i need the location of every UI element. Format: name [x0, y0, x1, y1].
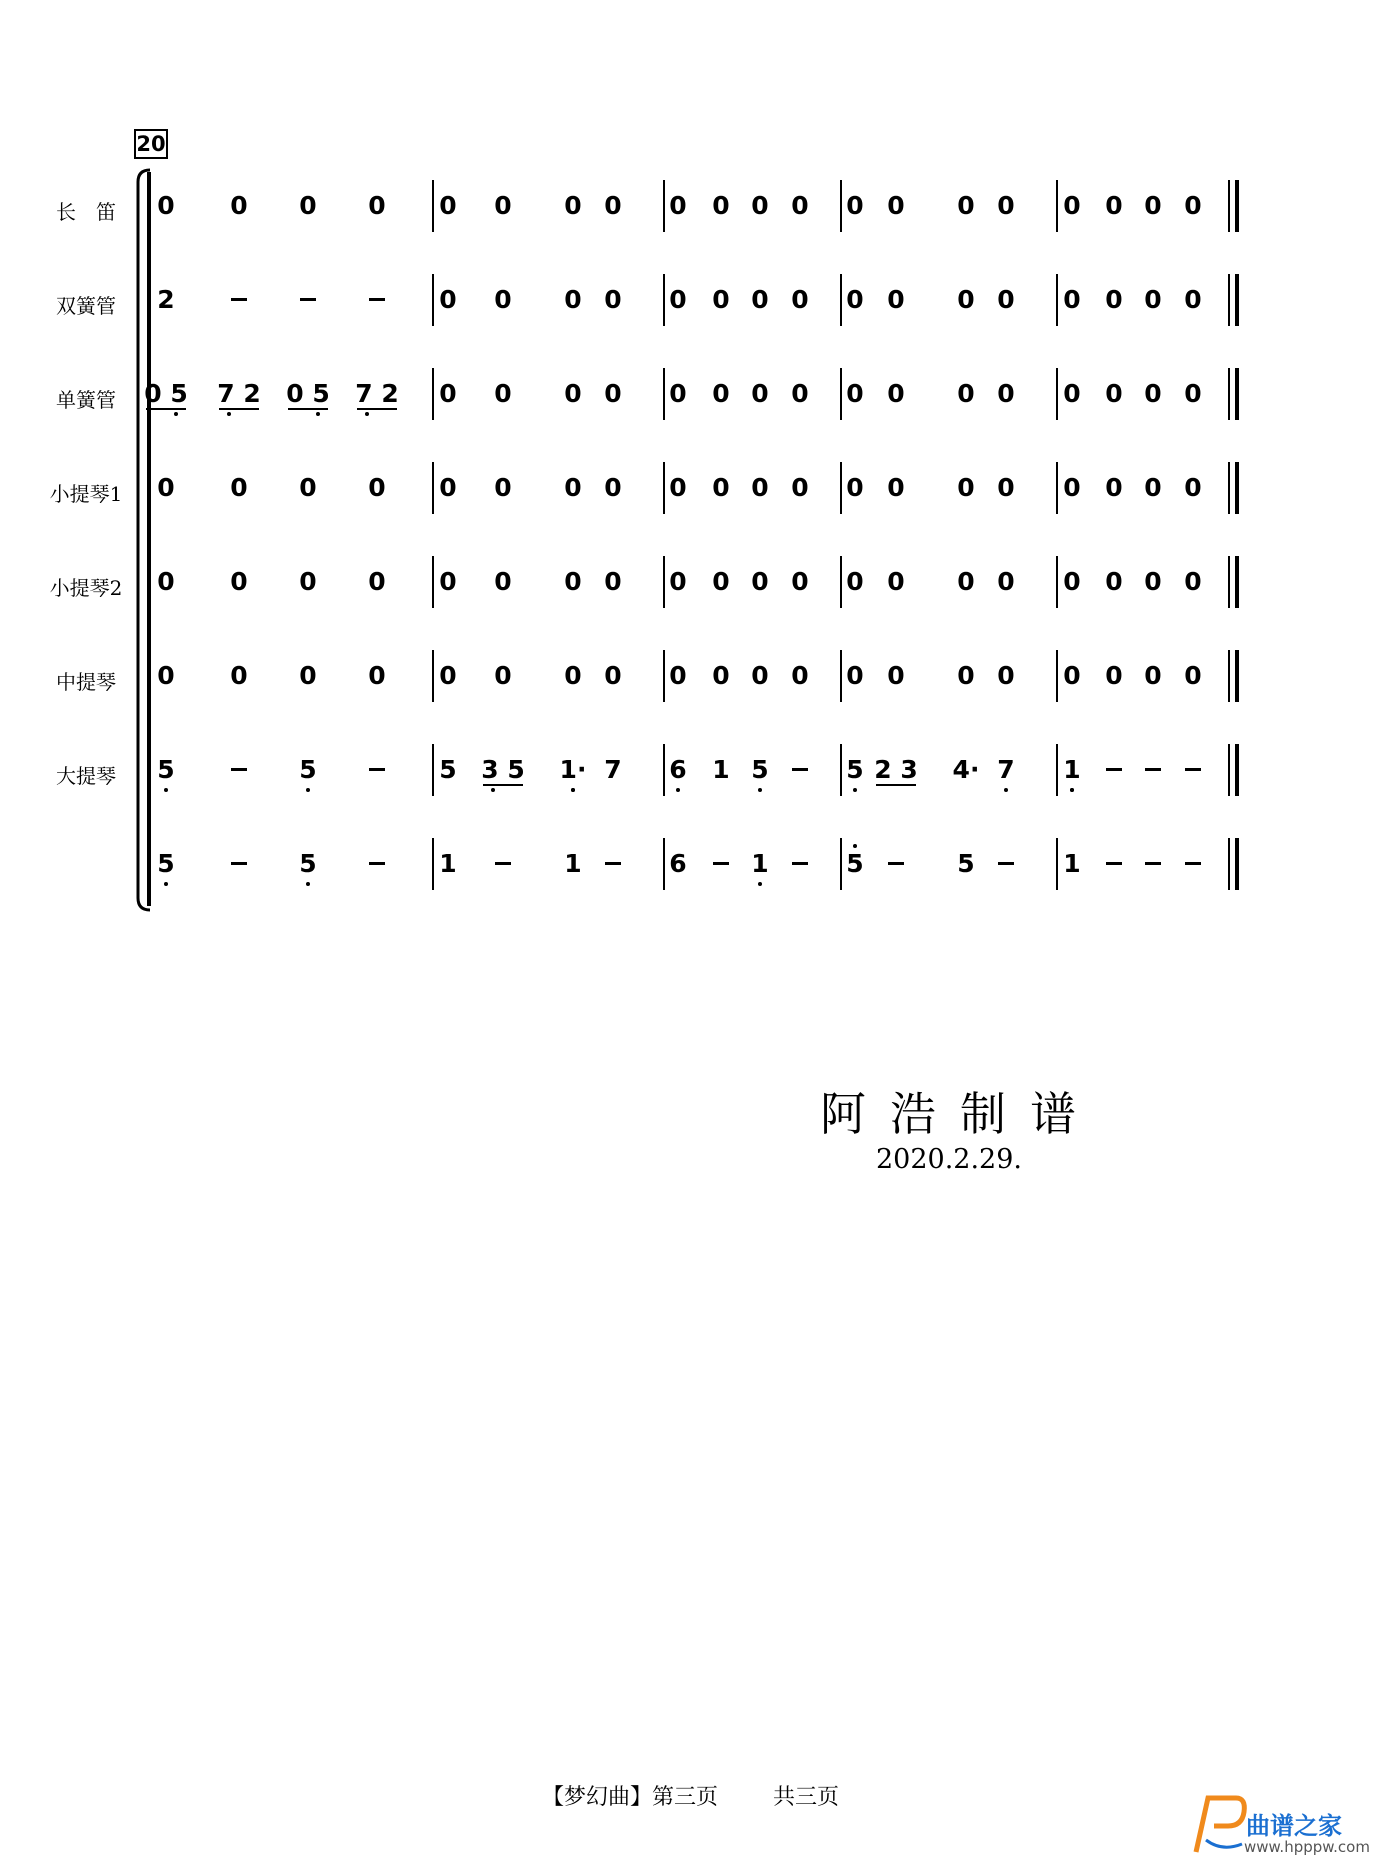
dash-bass-21	[1106, 862, 1122, 865]
barline-flute-0	[432, 180, 434, 232]
site-logo-text: 曲谱之家	[1246, 1812, 1342, 1840]
staff-label-violin2: 小提琴2	[49, 576, 123, 600]
barline-viola-0	[432, 650, 434, 702]
note-clarinet-12: 0	[751, 379, 769, 408]
note-flute-0: 0	[157, 191, 175, 220]
note-clarinet-23: 0	[1184, 379, 1202, 408]
note-violin1-16: 0	[887, 473, 905, 502]
barline-viola-2	[840, 650, 842, 702]
note-violin2-11: 0	[712, 567, 730, 596]
barline-clarinet-3	[1056, 368, 1058, 420]
note-cello-11: 1	[712, 755, 730, 784]
note-clarinet-17: 0	[957, 379, 975, 408]
final-barline-thin-violin1	[1228, 462, 1230, 514]
dash-cello-1	[231, 768, 247, 771]
final-barline-thin-clarinet	[1228, 368, 1230, 420]
note-flute-6: 0	[494, 191, 512, 220]
barline-oboe-2	[840, 274, 842, 326]
note-violin1-22: 0	[1144, 473, 1162, 502]
note-violin2-7: 0	[564, 567, 582, 596]
note-oboe-15: 0	[846, 285, 864, 314]
note-oboe-7: 0	[564, 285, 582, 314]
low-octave-dot	[491, 788, 495, 792]
note-violin2-16: 0	[887, 567, 905, 596]
note-viola-1: 0	[230, 661, 248, 690]
barline-bass-0	[432, 838, 434, 890]
note-oboe-20: 0	[1063, 285, 1081, 314]
note-viola-11: 0	[712, 661, 730, 690]
low-octave-dot	[1070, 788, 1074, 792]
note-violin1-20: 0	[1063, 473, 1081, 502]
note-oboe-10: 0	[669, 285, 687, 314]
dash-bass-22	[1145, 862, 1161, 865]
note-viola-23: 0	[1184, 661, 1202, 690]
note-violin2-21: 0	[1105, 567, 1123, 596]
beam-cello-16	[876, 784, 916, 786]
note-violin1-3: 0	[368, 473, 386, 502]
note-bass-0: 5	[157, 849, 175, 878]
note-flute-10: 0	[669, 191, 687, 220]
note-oboe-8: 0	[604, 285, 622, 314]
staff-label-viola: 中提琴	[56, 670, 116, 694]
staff-label-violin1: 小提琴1	[49, 482, 123, 506]
note-flute-13: 0	[791, 191, 809, 220]
barline-bass-2	[840, 838, 842, 890]
note-clarinet-11: 0	[712, 379, 730, 408]
note-violin2-12: 0	[751, 567, 769, 596]
note-clarinet-2: 0 5	[286, 379, 330, 408]
note-flute-11: 0	[712, 191, 730, 220]
note-cello-20: 1	[1063, 755, 1081, 784]
note-oboe-22: 0	[1144, 285, 1162, 314]
note-clarinet-8: 0	[604, 379, 622, 408]
site-logo-url: www.hpppw.com	[1244, 1838, 1370, 1856]
barline-flute-2	[840, 180, 842, 232]
barline-cello-0	[432, 744, 434, 796]
note-viola-15: 0	[846, 661, 864, 690]
note-violin2-8: 0	[604, 567, 622, 596]
dash-cello-23	[1185, 768, 1201, 771]
note-violin2-6: 0	[494, 567, 512, 596]
note-violin2-1: 0	[230, 567, 248, 596]
barline-clarinet-0	[432, 368, 434, 420]
beam-clarinet-0	[146, 408, 186, 410]
note-cello-10: 6	[669, 755, 687, 784]
note-viola-7: 0	[564, 661, 582, 690]
note-viola-5: 0	[439, 661, 457, 690]
beam-clarinet-3	[357, 408, 397, 410]
note-bass-15: 5	[846, 849, 864, 878]
dash-bass-8	[605, 862, 621, 865]
barline-bass-3	[1056, 838, 1058, 890]
note-viola-21: 0	[1105, 661, 1123, 690]
note-cello-8: 7	[604, 755, 622, 784]
final-barline-thick-cello	[1235, 744, 1239, 796]
dash-bass-18	[998, 862, 1014, 865]
barline-violin1-2	[840, 462, 842, 514]
note-violin1-21: 0	[1105, 473, 1123, 502]
final-barline-thin-viola	[1228, 650, 1230, 702]
barline-flute-3	[1056, 180, 1058, 232]
low-octave-dot	[164, 882, 168, 886]
note-oboe-18: 0	[997, 285, 1015, 314]
note-flute-16: 0	[887, 191, 905, 220]
note-cello-5: 5	[439, 755, 457, 784]
note-flute-8: 0	[604, 191, 622, 220]
note-violin1-8: 0	[604, 473, 622, 502]
barline-oboe-3	[1056, 274, 1058, 326]
note-viola-2: 0	[299, 661, 317, 690]
note-clarinet-6: 0	[494, 379, 512, 408]
note-violin1-15: 0	[846, 473, 864, 502]
note-violin1-6: 0	[494, 473, 512, 502]
note-cello-16: 2 3	[874, 755, 918, 784]
note-bass-7: 1	[564, 849, 582, 878]
beam-cello-6	[483, 784, 523, 786]
barline-cello-3	[1056, 744, 1058, 796]
final-barline-thick-viola	[1235, 650, 1239, 702]
note-flute-20: 0	[1063, 191, 1081, 220]
note-cello-17: 4·	[952, 755, 980, 784]
note-flute-22: 0	[1144, 191, 1162, 220]
note-cello-18: 7	[997, 755, 1015, 784]
note-flute-17: 0	[957, 191, 975, 220]
note-violin2-23: 0	[1184, 567, 1202, 596]
note-violin2-22: 0	[1144, 567, 1162, 596]
note-bass-20: 1	[1063, 849, 1081, 878]
note-cello-0: 5	[157, 755, 175, 784]
system-barline	[147, 172, 151, 906]
barline-cello-2	[840, 744, 842, 796]
dash-cello-3	[369, 768, 385, 771]
dash-bass-6	[495, 862, 511, 865]
note-oboe-0: 2	[157, 285, 175, 314]
low-octave-dot	[1070, 788, 1074, 792]
barline-clarinet-2	[840, 368, 842, 420]
final-barline-thick-clarinet	[1235, 368, 1239, 420]
barline-flute-1	[663, 180, 665, 232]
barline-bass-1	[663, 838, 665, 890]
low-octave-dot	[758, 788, 762, 792]
page-footer	[0, 1780, 1381, 1811]
note-oboe-21: 0	[1105, 285, 1123, 314]
note-oboe-5: 0	[439, 285, 457, 314]
note-clarinet-10: 0	[669, 379, 687, 408]
barline-violin2-0	[432, 556, 434, 608]
note-violin1-5: 0	[439, 473, 457, 502]
beam-clarinet-1	[219, 408, 259, 410]
dash-oboe-1	[231, 298, 247, 301]
final-barline-thin-violin2	[1228, 556, 1230, 608]
final-barline-thin-cello	[1228, 744, 1230, 796]
note-cello-12: 5	[751, 755, 769, 784]
note-violin2-17: 0	[957, 567, 975, 596]
low-octave-dot	[316, 412, 320, 416]
footer-total-pages: 共三页	[773, 1785, 840, 1810]
note-violin2-3: 0	[368, 567, 386, 596]
low-octave-dot	[164, 788, 168, 792]
dash-cello-13	[792, 768, 808, 771]
note-cello-2: 5	[299, 755, 317, 784]
note-viola-12: 0	[751, 661, 769, 690]
barline-violin1-0	[432, 462, 434, 514]
note-cello-7: 1·	[559, 755, 587, 784]
note-violin2-2: 0	[299, 567, 317, 596]
barline-violin1-3	[1056, 462, 1058, 514]
high-octave-dot	[853, 844, 857, 848]
note-clarinet-20: 0	[1063, 379, 1081, 408]
note-flute-2: 0	[299, 191, 317, 220]
barline-cello-1	[663, 744, 665, 796]
low-octave-dot	[853, 788, 857, 792]
final-barline-thick-flute	[1235, 180, 1239, 232]
low-octave-dot	[306, 882, 310, 886]
note-violin1-2: 0	[299, 473, 317, 502]
note-clarinet-15: 0	[846, 379, 864, 408]
note-clarinet-1: 7 2	[217, 379, 261, 408]
note-violin1-18: 0	[997, 473, 1015, 502]
note-viola-3: 0	[368, 661, 386, 690]
dash-oboe-2	[300, 298, 316, 301]
note-flute-1: 0	[230, 191, 248, 220]
barline-violin1-1	[663, 462, 665, 514]
note-flute-23: 0	[1184, 191, 1202, 220]
staff-label-oboe: 双簧管	[56, 294, 116, 318]
dash-bass-11	[713, 862, 729, 865]
final-barline-thick-oboe	[1235, 274, 1239, 326]
note-violin1-13: 0	[791, 473, 809, 502]
low-octave-dot	[571, 788, 575, 792]
note-viola-16: 0	[887, 661, 905, 690]
dash-bass-1	[231, 862, 247, 865]
note-oboe-23: 0	[1184, 285, 1202, 314]
low-octave-dot	[758, 882, 762, 886]
note-flute-12: 0	[751, 191, 769, 220]
note-bass-12: 1	[751, 849, 769, 878]
note-oboe-6: 0	[494, 285, 512, 314]
low-octave-dot	[365, 412, 369, 416]
note-violin2-13: 0	[791, 567, 809, 596]
note-flute-15: 0	[846, 191, 864, 220]
barline-violin2-3	[1056, 556, 1058, 608]
note-viola-13: 0	[791, 661, 809, 690]
note-viola-20: 0	[1063, 661, 1081, 690]
note-violin1-1: 0	[230, 473, 248, 502]
low-octave-dot	[571, 788, 575, 792]
note-violin1-7: 0	[564, 473, 582, 502]
arrangement-date: 2020.2.29.	[876, 1144, 1022, 1175]
dash-bass-23	[1185, 862, 1201, 865]
dash-bass-16	[888, 862, 904, 865]
note-clarinet-18: 0	[997, 379, 1015, 408]
note-violin2-5: 0	[439, 567, 457, 596]
note-bass-5: 1	[439, 849, 457, 878]
dash-bass-3	[369, 862, 385, 865]
note-viola-18: 0	[997, 661, 1015, 690]
note-viola-8: 0	[604, 661, 622, 690]
note-clarinet-13: 0	[791, 379, 809, 408]
dash-bass-13	[792, 862, 808, 865]
note-violin1-12: 0	[751, 473, 769, 502]
final-barline-thick-violin1	[1235, 462, 1239, 514]
note-flute-18: 0	[997, 191, 1015, 220]
note-violin2-18: 0	[997, 567, 1015, 596]
rehearsal-mark: 20	[134, 129, 168, 159]
staff-label-flute: 长 笛	[56, 200, 116, 224]
staff-label-clarinet: 单簧管	[56, 388, 116, 412]
note-clarinet-22: 0	[1144, 379, 1162, 408]
final-barline-thick-violin2	[1235, 556, 1239, 608]
note-clarinet-5: 0	[439, 379, 457, 408]
barline-violin2-1	[663, 556, 665, 608]
note-flute-7: 0	[564, 191, 582, 220]
note-clarinet-0: 0 5	[144, 379, 188, 408]
beam-clarinet-2	[288, 408, 328, 410]
low-octave-dot	[306, 788, 310, 792]
note-cello-6: 3 5	[481, 755, 525, 784]
note-clarinet-21: 0	[1105, 379, 1123, 408]
note-viola-6: 0	[494, 661, 512, 690]
barline-viola-1	[663, 650, 665, 702]
low-octave-dot	[1004, 788, 1008, 792]
barline-violin2-2	[840, 556, 842, 608]
final-barline-thin-flute	[1228, 180, 1230, 232]
note-oboe-13: 0	[791, 285, 809, 314]
final-barline-thick-bass	[1235, 838, 1239, 890]
note-clarinet-7: 0	[564, 379, 582, 408]
note-oboe-12: 0	[751, 285, 769, 314]
note-viola-22: 0	[1144, 661, 1162, 690]
note-violin1-0: 0	[157, 473, 175, 502]
arranger-signature: 阿浩制谱	[820, 1087, 1100, 1141]
note-flute-21: 0	[1105, 191, 1123, 220]
barline-viola-3	[1056, 650, 1058, 702]
note-viola-10: 0	[669, 661, 687, 690]
final-barline-thin-bass	[1228, 838, 1230, 890]
low-octave-dot	[676, 788, 680, 792]
note-violin2-10: 0	[669, 567, 687, 596]
note-violin1-23: 0	[1184, 473, 1202, 502]
note-violin1-11: 0	[712, 473, 730, 502]
low-octave-dot	[174, 412, 178, 416]
barline-clarinet-1	[663, 368, 665, 420]
barline-oboe-0	[432, 274, 434, 326]
note-violin1-17: 0	[957, 473, 975, 502]
footer-page-info: 【梦幻曲】第三页	[541, 1785, 718, 1810]
dash-oboe-3	[369, 298, 385, 301]
note-clarinet-3: 7 2	[355, 379, 399, 408]
note-viola-17: 0	[957, 661, 975, 690]
barline-oboe-1	[663, 274, 665, 326]
note-oboe-11: 0	[712, 285, 730, 314]
note-cello-15: 5	[846, 755, 864, 784]
note-violin2-20: 0	[1063, 567, 1081, 596]
note-bass-2: 5	[299, 849, 317, 878]
note-violin2-15: 0	[846, 567, 864, 596]
note-flute-3: 0	[368, 191, 386, 220]
note-clarinet-16: 0	[887, 379, 905, 408]
note-flute-5: 0	[439, 191, 457, 220]
dash-cello-21	[1106, 768, 1122, 771]
note-bass-10: 6	[669, 849, 687, 878]
low-octave-dot	[227, 412, 231, 416]
staff-label-cello: 大提琴	[56, 764, 116, 788]
note-viola-0: 0	[157, 661, 175, 690]
final-barline-thin-oboe	[1228, 274, 1230, 326]
note-oboe-17: 0	[957, 285, 975, 314]
note-oboe-16: 0	[887, 285, 905, 314]
note-violin2-0: 0	[157, 567, 175, 596]
note-violin1-10: 0	[669, 473, 687, 502]
dash-cello-22	[1145, 768, 1161, 771]
note-bass-17: 5	[957, 849, 975, 878]
